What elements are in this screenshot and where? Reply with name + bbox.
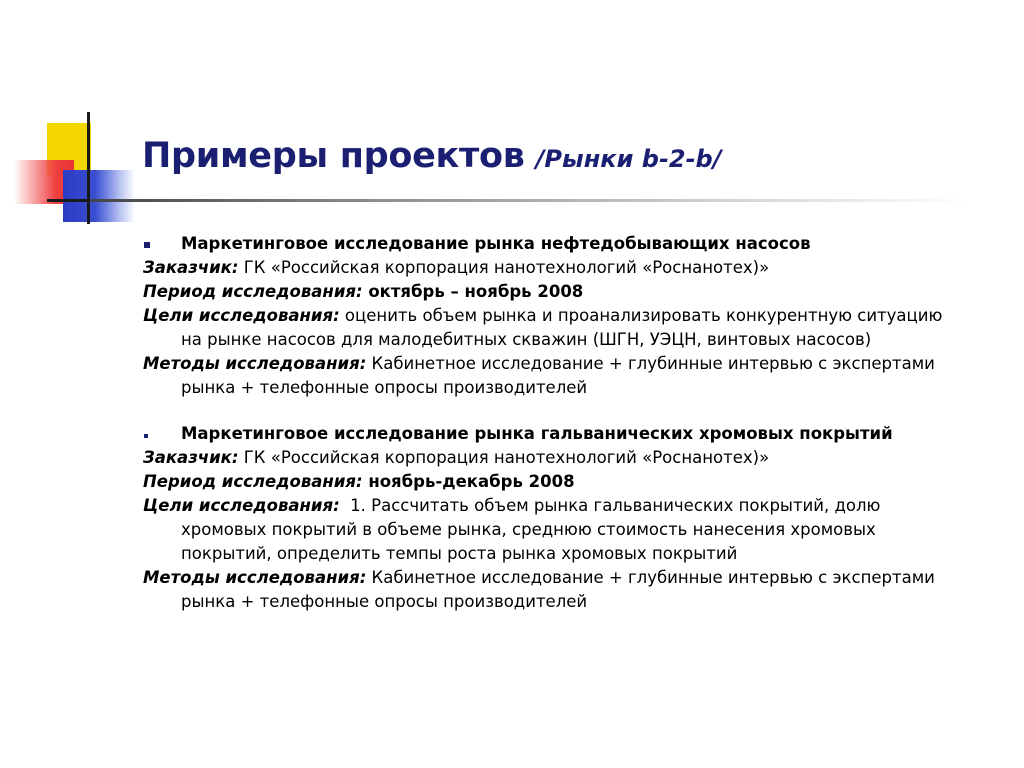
methods-text: Кабинетное исследование + глубинные интервью с экспертами	[366, 568, 935, 587]
goals-text: оценить объем рынка и проанализировать конкурентную ситуацию	[339, 306, 943, 325]
client-value: ГК «Российская корпорация нанотехнологий «Роснанотех)»	[238, 258, 770, 277]
slide-title-sub: /Рынки b-2-b/	[535, 145, 722, 173]
project-block	[143, 422, 1003, 614]
client-label: Заказчик:	[143, 448, 239, 467]
client-value: ГК «Российская корпорация нанотехнологий «Роснанотех)»	[238, 448, 770, 467]
methods-line-continued: рынка + телефонные опросы производителей	[181, 378, 588, 397]
period-label: Период исследования:	[143, 472, 363, 491]
corner-decoration	[0, 0, 140, 240]
project-heading-text: Маркетинговое исследование рынка нефтедобывающих насосов	[181, 234, 811, 253]
vertical-rule	[87, 112, 90, 224]
project-heading-text: Маркетинговое исследование рынка гальванических хромовых покрытий	[181, 424, 893, 443]
goals-text: 1. Рассчитать объем рынка гальванических покрытий, долю	[339, 496, 881, 515]
methods-label: Методы исследования:	[143, 568, 367, 587]
title-underline	[90, 199, 970, 202]
goals-label: Цели исследования:	[143, 306, 340, 325]
methods-text: Кабинетное исследование + глубинные интервью с экспертами	[366, 354, 935, 373]
goals-label: Цели исследования:	[143, 496, 340, 515]
goals-line-continued: покрытий, определить темпы роста рынка хромовых покрытий	[181, 544, 738, 563]
period-value: октябрь – ноябрь 2008	[362, 282, 584, 301]
square-bullet-icon	[144, 242, 150, 248]
slide-content	[143, 232, 1003, 614]
square-bullet-icon	[144, 434, 148, 438]
methods-line	[143, 566, 1003, 590]
period-label: Период исследования:	[143, 282, 363, 301]
project-block	[143, 232, 1003, 400]
methods-label: Методы исследования:	[143, 354, 367, 373]
client-label: Заказчик:	[143, 258, 239, 277]
period-line	[143, 280, 1003, 304]
period-line	[143, 470, 1003, 494]
slide-title-main: Примеры проектов	[142, 136, 525, 176]
goals-line-continued: на рынке насосов для малодебитных скважин (ШГН, УЭЦН, винтовых насосов)	[181, 330, 872, 349]
methods-line	[143, 352, 1003, 376]
blue-square	[63, 170, 135, 222]
methods-line-continued: рынка + телефонные опросы производителей	[181, 592, 588, 611]
goals-line-continued: хромовых покрытий в объеме рынка, среднюю стоимость нанесения хромовых	[181, 520, 876, 539]
project-heading	[143, 422, 1003, 446]
goals-line	[143, 494, 1003, 518]
slide-title	[142, 136, 722, 176]
client-line	[143, 256, 1003, 280]
period-value: ноябрь-декабрь 2008	[362, 472, 575, 491]
project-heading	[143, 232, 1003, 256]
client-line	[143, 446, 1003, 470]
goals-line	[143, 304, 1003, 328]
